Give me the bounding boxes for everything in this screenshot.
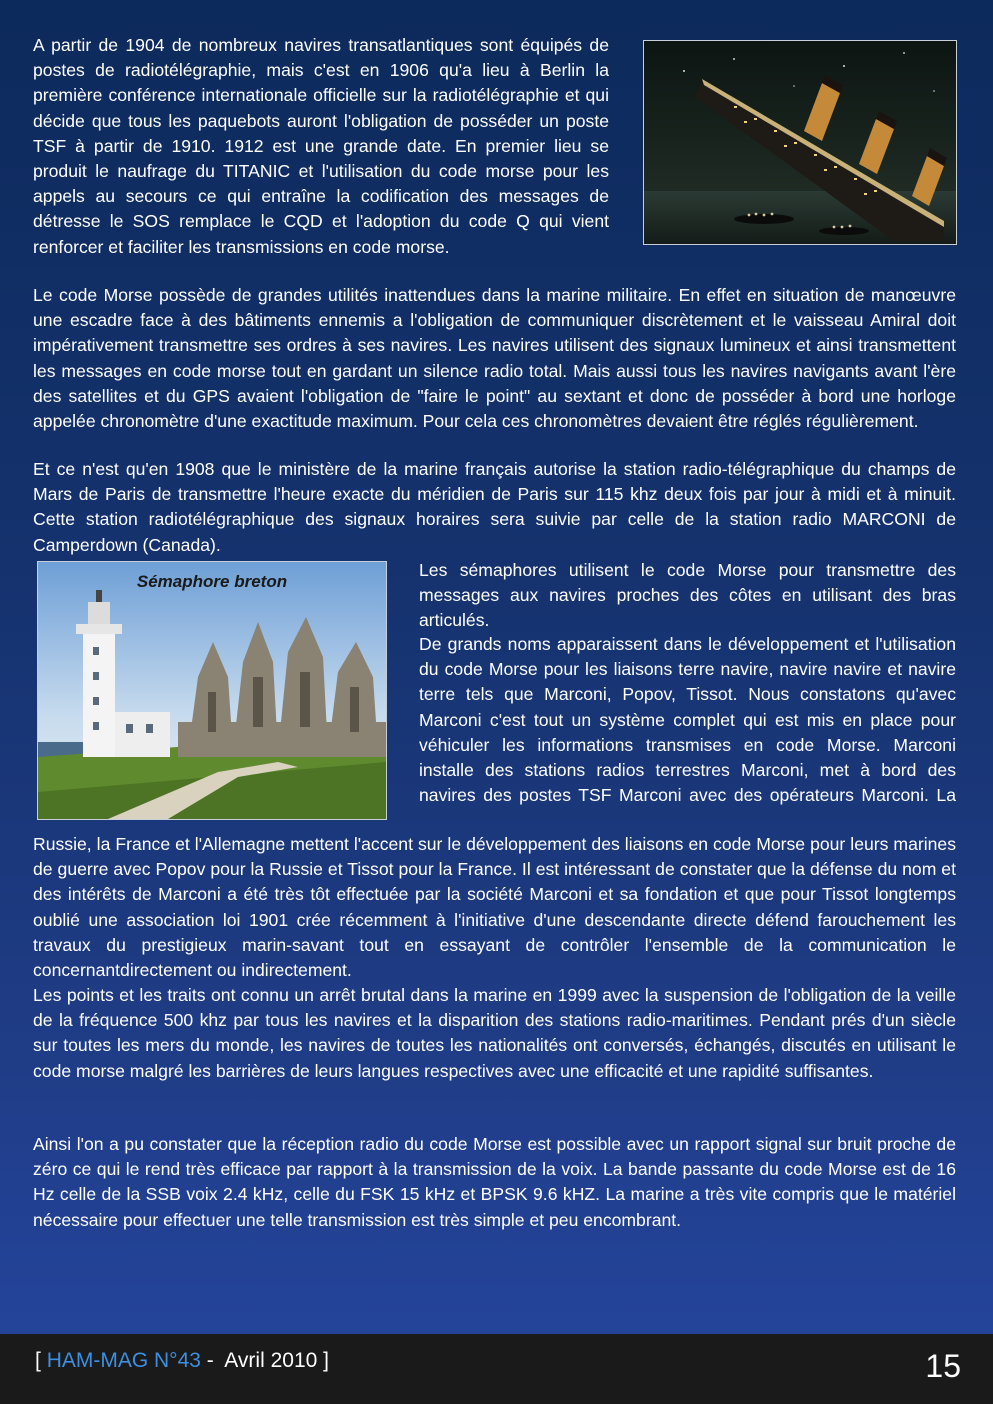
footer-bracket-close: ] — [323, 1349, 329, 1372]
paragraph-military-navy: Le code Morse possède de grandes utilités inattendues dans la marine militaire. En effet en situation de manœuvre une escadre face à des bâtiments ennemis a l'obligation de communiquer discrètement et le vaisseau Amiral doit impérativement transmettre ses ordres à ses navires. Les navires utilisent des signaux lumineux et ainsi transmettent les messages en code morse tout en gardant un silence radio total. Mais aussi tous les navires navigants avant l'ère des satellites et du GPS avaient l'obligation de "faire le point" au sextant et donc de posséder à bord une horloge appelée chronomètre d'une exactitude maximum. Pour cela ces chronomètres devaient être réglés régulièrement. — [33, 285, 956, 432]
paragraph-great-names: De grands noms apparaissent dans le développement et l'utilisation du code Morse pour les liaisons terre navire, navire navire et navire terre tels que Marconi, Popov, Tissot. Nous constatons qu'avec Marconi c'est tout un système complet qui est mis en place pour véhiculer les informations transmises en code Morse. Marconi installe des stations radios terrestres Marconi, met à bord des navires des postes TSF Marconi avec des opérateurs Marconi. La — [419, 634, 956, 806]
paragraph-great-names-continued: Russie, la France et l'Allemagne mettent l'accent sur le développement des liaisons en code Morse pour leurs marines de guerre avec Popov pour la Russie et Tissot pour la France. Il est intéressant de constater que la défense du nom et des intérêts de Marconi a été très tôt effectuée par la société Marconi et sa fondation et que pour Tissot longtemps oublié une association loi 1901 crée récemment à l'initiative d'une descendante directe défend farouchement les travaux du prestigieux marin-savant tout en essayant de contrôler l'ensemble de la communication le concernantdirectement ou indirectement. — [33, 834, 956, 981]
titanic-illustration — [644, 41, 956, 244]
titanic-sinking-image — [643, 40, 957, 245]
paragraph-conclusion: Ainsi l'on a pu constater que la réception radio du code Morse est possible avec un rapport signal sur bruit proche de zéro ce qui le rend très efficace par rapport à la transmission de la voix. La bande passante du code Morse est de 16 Hz celle de la SSB voix 2.4 kHz, celle du FSK 15 kHz et BPSK 9.6 kHZ. La marine a très vite compris que le matériel nécessaire pour effectuer une telle transmission est très simple et peu encombrant. — [33, 1134, 956, 1230]
footer-separator: - — [200, 1349, 220, 1372]
paragraph-1904-radiotelegraphy: A partir de 1904 de nombreux navires transatlantiques sont équipés de postes de radiotélégraphie, mais c'est en 1906 qu'a lieu à Berlin la première conférence internationale officielle sur la radiotélégraphie et qui décide que tous les paquebots auront l'obligation de posséder un poste TSF à partir de 1910. 1912 est une grande date. En premier lieu se produit le naufrage du TITANIC et l'utilisation du code morse pour les appels au secours ce qui entraîne la codification des messages de détresse le SOS remplace le CQD et l'adoption du code Q qui vient renforcer et faciliter les transmissions en code morse. — [33, 35, 609, 257]
semaphore-caption: Sémaphore breton — [136, 572, 288, 591]
semaphore-illustration — [38, 562, 386, 819]
page-footer — [0, 1334, 993, 1404]
footer-magazine-issue — [35, 1349, 329, 1373]
footer-bracket-open: [ — [35, 1349, 41, 1372]
page-number: 15 — [925, 1348, 961, 1384]
paragraph-1908-time-signals: Et ce n'est qu'en 1908 que le ministère de la marine français autorise la station radio-télégraphique du champs de Mars de Paris de transmettre l'heure exacte du méridien de Paris sur 115 khz deux fois par jour à midi et à minuit. Cette station radiotélégraphique des signaux horaires sera suivie par celle de la station radio MARCONI de Camperdown (Canada). — [33, 459, 956, 555]
footer-magazine-name: HAM-MAG N°43 — [46, 1349, 201, 1372]
semaphore-image — [37, 561, 387, 820]
paragraph-semaphores: Les sémaphores utilisent le code Morse pour transmettre des messages aux navires proches des côtes en utilisant des bras articulés. — [419, 560, 956, 631]
footer-date: Avril 2010 — [224, 1349, 318, 1372]
paragraph-1999-end: Les points et les traits ont connu un arrêt brutal dans la marine en 1999 avec la suspension de l'obligation de la veille de la fréquence 500 khz par tous les navires et la disparition des stations radio-maritimes. Pendant prés d'un siècle sur toutes les mers du monde, les navires de toutes les nationalités ont conversés, échangés, discutés en utilisant le code morse malgré les barrières de leurs langues respectives avec une efficacité et une rapidité suffisantes. — [33, 985, 956, 1081]
